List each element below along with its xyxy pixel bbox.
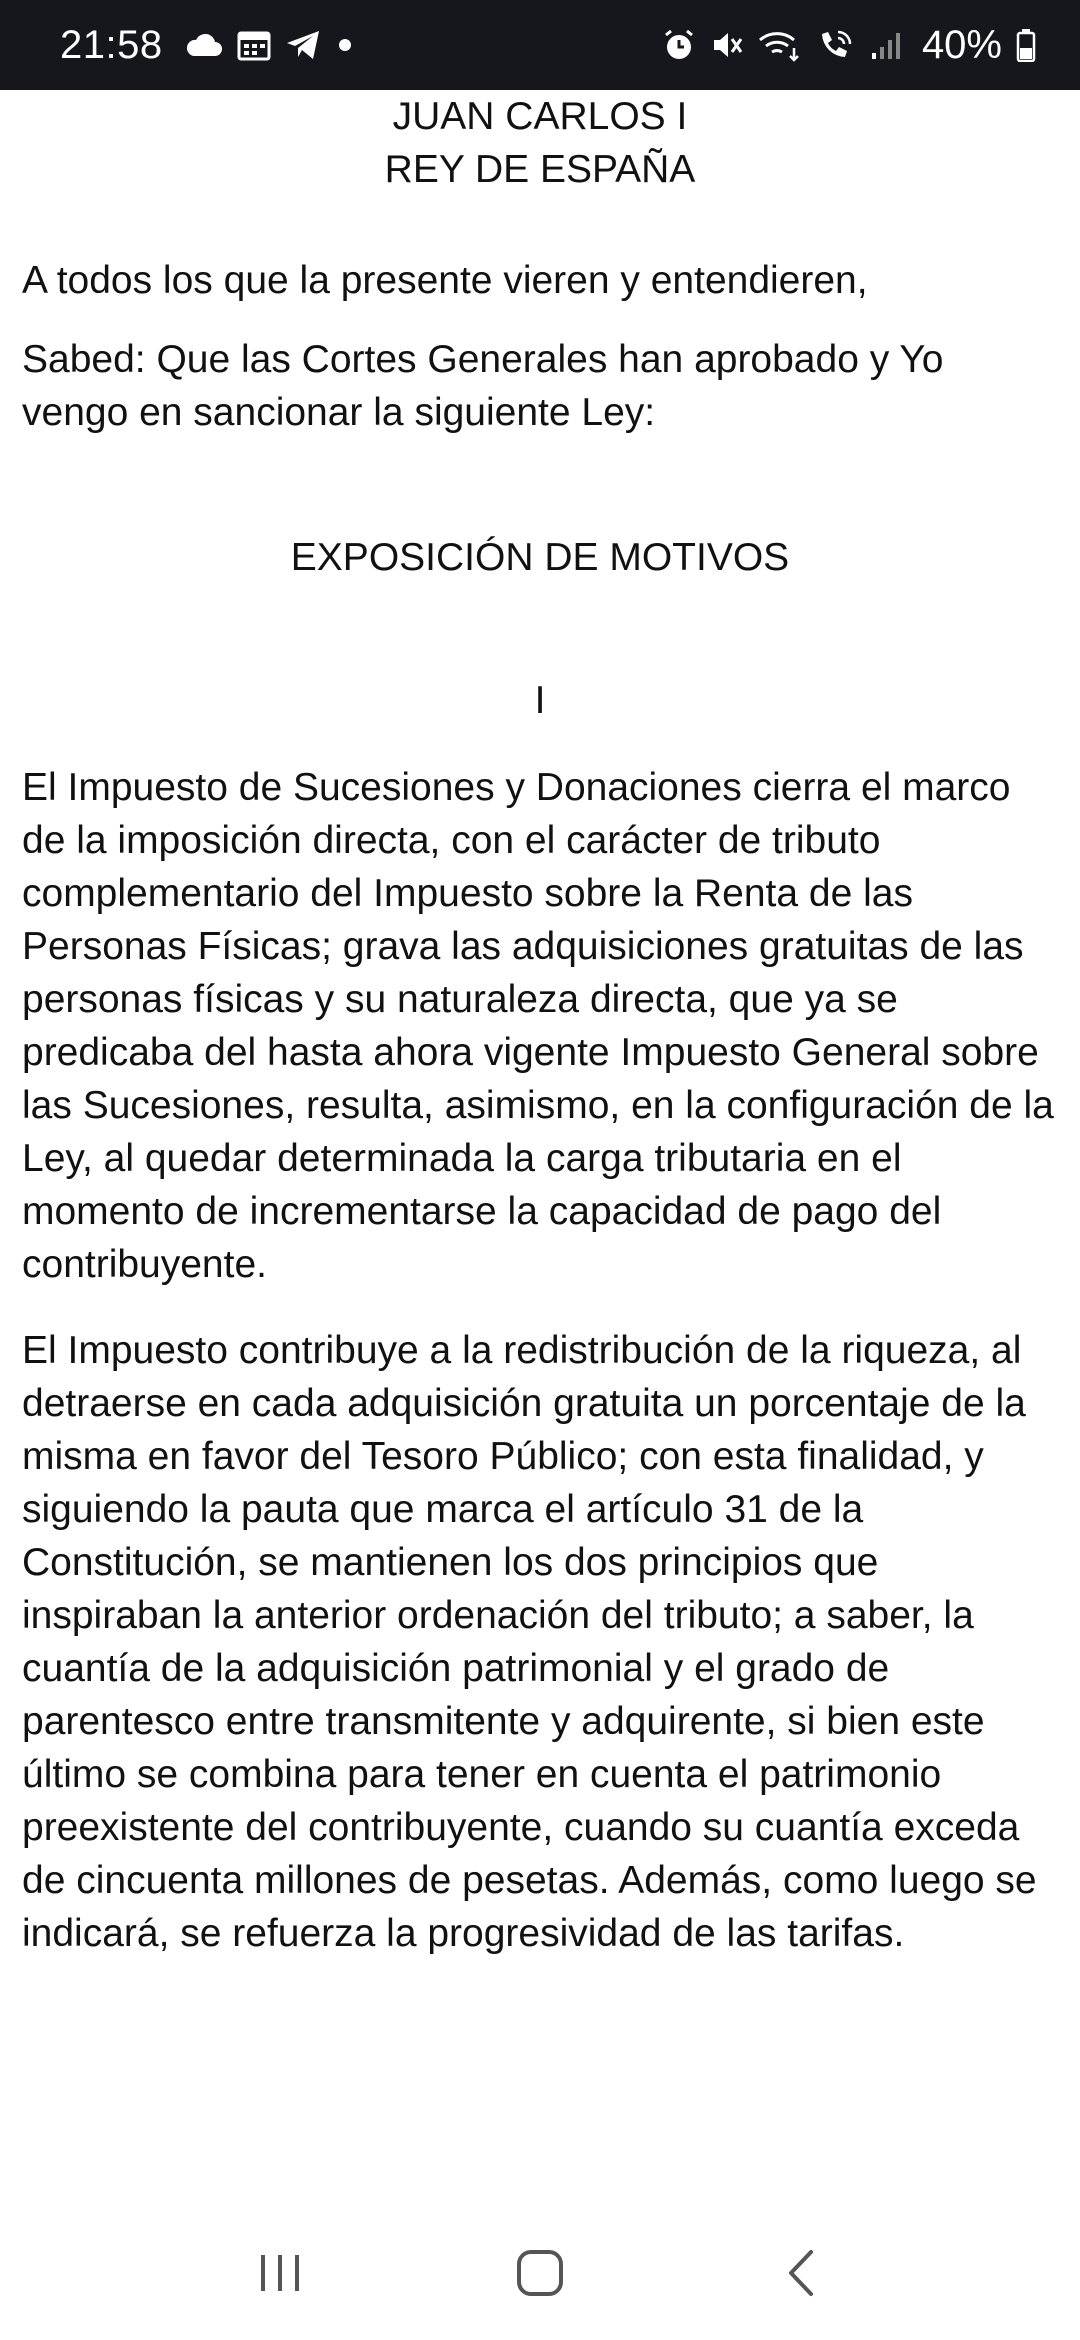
battery-percent: 40% bbox=[921, 22, 1002, 67]
status-bar bbox=[0, 0, 1080, 90]
battery-icon bbox=[1016, 28, 1036, 62]
sabed-paragraph: Sabed: Que las Cortes Generales han aprobado y Yo vengo en sancionar la siguiente Ley: bbox=[22, 338, 944, 434]
recents-icon bbox=[257, 2251, 303, 2300]
heading-king: JUAN CARLOS I bbox=[392, 95, 688, 138]
dot-icon bbox=[335, 35, 355, 55]
document-body bbox=[0, 90, 1080, 1960]
heading-title: REY DE ESPAÑA bbox=[384, 148, 696, 191]
telegram-icon bbox=[285, 29, 321, 61]
greeting-paragraph: A todos los que la presente vieren y entendieren, bbox=[22, 259, 868, 302]
body-paragraph-2: El Impuesto contribuye a la redistribución de la riqueza, al detraerse en cada adquisición gratuita un porcentaje de la misma en favor del Tesoro Público; con esta finalidad, y siguiendo la pauta que marca el artículo 31 de la Constitución, se mantienen los dos principios que inspiraban la anterior ordenación del tributo; a saber, la cuantía de la adquisición patrimonial y el grado de parentesco entre transmitente y adquirente, si bien este último se combina para tener en cuenta el patrimonio preexistente del contribuyente, cuando su cuantía exceda de cincuenta millones de pesetas. Además, como luego se indicará, se refuerza la progresividad de las tarifas. bbox=[22, 1329, 1037, 1955]
status-time: 21:58 bbox=[60, 22, 163, 67]
section-number: I bbox=[534, 679, 546, 722]
home-icon bbox=[515, 2248, 565, 2303]
wifi-icon bbox=[758, 28, 802, 62]
status-right bbox=[662, 23, 1036, 68]
navigation-bar bbox=[0, 2210, 1080, 2340]
back-icon bbox=[783, 2248, 817, 2303]
calendar-icon bbox=[237, 29, 271, 61]
wifi-calling-icon bbox=[816, 28, 856, 62]
back-button[interactable] bbox=[740, 2230, 860, 2320]
cloud-icon bbox=[185, 32, 223, 58]
home-button[interactable] bbox=[480, 2230, 600, 2320]
document-viewer[interactable] bbox=[0, 90, 1080, 2210]
signal-icon bbox=[870, 29, 904, 61]
mute-icon bbox=[710, 28, 744, 62]
alarm-icon bbox=[662, 28, 696, 62]
section-heading: EXPOSICIÓN DE MOTIVOS bbox=[290, 536, 790, 579]
status-left bbox=[60, 23, 355, 68]
recents-button[interactable] bbox=[220, 2230, 340, 2320]
body-paragraph-1: El Impuesto de Sucesiones y Donaciones cierra el marco de la imposición directa, con el carácter de tributo complementario del Impuesto sobre la Renta de las Personas Físicas; grava las adquisiciones gratuitas de las personas físicas y su naturaleza directa, que ya se predicaba del hasta ahora vigente Impuesto General sobre las Sucesiones, resulta, asimismo, en la configuración de la Ley, al quedar determinada la carga tributaria en el momento de incrementarse la capacidad de pago del contribuyente. bbox=[22, 766, 1054, 1286]
